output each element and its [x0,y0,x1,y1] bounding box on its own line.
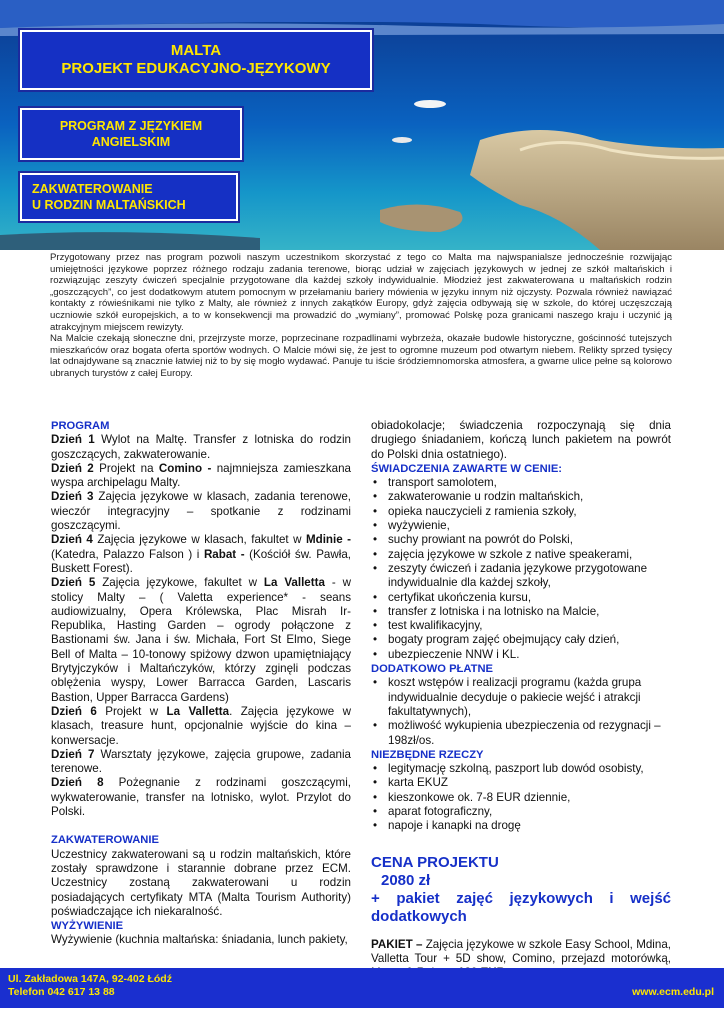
meals-text-start: Wyżywienie (kuchnia maltańska: śniadania, lunch pakiety, [51,933,348,947]
footer-address: Ul. Zakładowa 147A, 92-402 Łódź [8,973,172,985]
program-day-text: Wylot na Maltę. Transfer z lotniska do rodzin goszczących, zakwaterowanie. [51,433,351,461]
program-day-label: Dzień 2 [51,461,94,475]
footer-phone: Telefon 042 617 13 88 [8,986,115,998]
accommodation-banner [20,173,238,221]
program-day-text: Warsztaty językowe, zajęcia grupowe, zadania terenowe. [51,747,351,776]
program-day [51,462,351,491]
program-day-text: La Valletta [263,576,325,590]
program-day-text: Rabat - [203,547,245,561]
program-day-text: (Kościół św. Pawła, Buskett Forest). [51,547,351,575]
included-heading: ŚWIADCZENIA ZAWARTE W CENIE: [371,462,563,475]
extra-paid-list [371,676,671,747]
extra-paid-heading: DODATKOWO PŁATNE [371,663,494,676]
program-line-2: ANGIELSKIM [91,135,171,149]
program-day-text: Zajęcia językowe w klasach, fakultet w [92,533,306,547]
program-day [51,705,351,748]
right-column [371,419,671,981]
hero-photo [0,0,724,250]
program-day-text: - w stolicy Malty – ( Valetta experience* - seans audiowizualny, Opera Królewska, Plac Misrah Ir-Republika, Hasting Garden – ogrody połączone z Bastionami św. Jana i św. Michała, Fort St Elmo, Siege Bell of Malta – 10-tonowy spiżowy dzwon upamiętniający Brytyjczyków i Maltańczyków, którzy zginęli podczas oblężenia wyspy, Lower Barracca Garden, Lascaris Bastion, Upper Barracca Gardens) [51,576,351,704]
accommodation-text: Uczestnicy zakwaterowani są u rodzin maltańskich, które zostały sprawdzone i starannie dobrane przez ECM. Uczestnicy zostaną zakwaterowani u rodzin posiadających certyfikaty MTA (Malta Tourism Authority) poświadczające ich niekaralność. [51,847,351,918]
program-day-label: Dzień 6 [51,704,97,718]
intro-text [50,252,672,380]
list-item: • suchy prowiant na powrót do Polski, [371,533,671,547]
program-day-label: Dzień 7 [51,747,95,761]
title-banner [20,30,372,90]
program-day-label: Dzień 4 [51,533,93,547]
package-description: Zajęcia językowe w szkole Easy School, Mdina, Valletta Tour + 5D show, Comino, przejazd motorówką, [371,937,671,965]
program-days [51,433,351,819]
price-extra: + pakiet zajęć językowych i wejść dodatkowych [371,889,671,925]
program-day-text: Comino - [158,461,212,475]
program-day-label: Dzień 3 [51,490,94,504]
program-day-text: Pożegnanie z rodzinami goszczącymi, wykwaterowanie, transfer na lotnisko, wylot. Przylot do Polski. [51,776,352,819]
program-day [51,433,351,462]
intro-paragraph-2: Na Malcie czekają słoneczne dni, przejrzyste morze, poprzecinane rozpadlinami wybrzeża, okazałe budowle historyczne, gościnność tutejszych mieszkańców oraz bogata oferta sportów wodnych. O Malcie mówi się, że jest to ogromne muzeum pod otwartym niebem. Relikty sprzed tysięcy lat odnajdywane są znacznie łatwiej niż to by się mogło wydawać. Panuje tu iście śródziemnomorska atmosfera, a gwarne ulice pełne są kolorowo ubranych turystów z całej Europy. [50,333,672,379]
program-day-label: Dzień 5 [51,576,96,590]
program-day-text: (Katedra, Palazzo Falson ) i [51,547,204,561]
program-day [51,776,351,819]
necessary-list [371,762,671,833]
program-day-text: Projekt na [93,461,159,475]
list-item: • kieszonkowe ok. 7-8 EUR dziennie, [371,791,671,805]
list-item: • certyfikat ukończenia kursu, [371,591,671,605]
meals-text-continued: obiadokolacje; świadczenia rozpoczynają się dnia drugiego śniadaniem, kończą lunch pakietem na powrót do Polski dnia ostatniego). [371,419,671,461]
program-day-label: Dzień 1 [51,433,95,447]
intro-paragraph-1: Przygotowany przez nas program pozwoli naszym uczestnikom skorzystać z tego co Malta ma najwspanialsze jednocześnie rozwijając umiejętności językowe poprzez różnego rodzaju zadania terenowe, biorąc udział w zajęciach językowych w jednej ze szkół maltańskich i rozwiązując zeszyty ćwiczeń specjalnie przygotowane dla każdej szkoły indywidualnie. Młodzież jest zakwaterowana u maltańskich rodzin „goszczących”, co jest dodatkowym atutem pomocnym w przełamaniu bariery mówienia w języku innym niż ojczysty. Pozwala również nawiązać kontakty z rówieśnikami nie tylko z Malty, ale również z innych zakątków Europy, gdyż zajęcia odbywają się w szkole, do której uczęszczają uczniowie szkół europejskich, a to w konsekwencji ma prowadzić do „wymiany”, promować Polskę poza granicami naszego kraju i uczynić ją atrakcyjnym miejscem rewizyty. [50,252,672,333]
list-item: • koszt wstępów i realizacji programu (każda grupa indywidualnie decyduje o pakiecie wejść i atrakcji fakultatywnych), [371,676,671,719]
footer-bar [0,968,724,1008]
included-list [371,476,671,662]
program-heading: PROGRAM [51,420,110,432]
program-day-text: . Zajęcia językowe w klasach, treasure hunt, opcjonalnie wyjście do kina – konwersacje. [51,704,351,747]
list-item: • legitymację szkolną, paszport lub dowód osobisty, [371,762,671,776]
program-day-text: Zajęcia językowe w klasach, zadania terenowe, wieczór integracyjny – spotkanie z rodzinami goszczącymi. [51,490,351,533]
list-item: • test kwalifikacyjny, [371,619,671,633]
program-day-text: Projekt w [96,704,167,718]
list-item: • zajęcia językowe w szkole z native speakerami, [371,548,671,562]
list-item: • możliwość wykupienia ubezpieczenia od rezygnacji – 198zł/os. [371,719,671,748]
accommodation-line-1: ZAKWATEROWANIE [32,182,153,196]
program-day-text: La Valletta [166,704,230,718]
package-label: PAKIET – [371,937,423,951]
program-day [51,490,351,533]
left-column [51,419,351,948]
title-line-1: MALTA [170,42,222,59]
list-item: • opieka nauczycieli z ramienia szkoły, [371,505,671,519]
footer-contact [8,973,172,999]
necessary-heading: NIEZBĘDNE RZECZY [371,748,484,761]
list-item: • zeszyty ćwiczeń i zadania językowe przygotowane indywidualnie dla każdej szkoły, [371,562,671,591]
accommodation-heading: ZAKWATEROWANIE [51,834,159,847]
accommodation-line-2: U RODZIN MALTAŃSKICH [32,198,186,212]
price-block [371,854,671,926]
price-amount: 2080 zł [381,871,431,889]
program-day-text: najmniejsza zamieszkana wyspa archipelagu Malty. [51,461,351,490]
list-item: • zakwaterowanie u rodzin maltańskich, [371,490,671,504]
list-item: • transfer z lotniska i na lotnisko na Malcie, [371,605,671,619]
program-day-label: Dzień 8 [51,776,104,790]
list-item: • ubezpieczenie NNW i KL. [371,648,671,662]
program-line-1: PROGRAM Z JĘZYKIEM [59,119,203,133]
program-banner [20,108,242,160]
title-line-2: PROJEKT EDUKACYJNO-JĘZYKOWY [61,60,331,77]
program-day [51,748,351,777]
list-item: • transport samolotem, [371,476,671,490]
program-day [51,533,351,576]
meals-heading: WYŻYWIENIE [51,920,124,933]
program-day-text: Zajęcia językowe, fakultet w [95,576,264,590]
program-day-text: Mdinie - [305,533,352,547]
list-item: • wyżywienie, [371,519,671,533]
price-heading: CENA PROJEKTU [371,853,499,871]
list-item: • aparat fotograficzny, [371,805,671,819]
program-day [51,576,351,705]
list-item: • bogaty program zajęć obejmujący cały dzień, [371,633,671,647]
footer-website-link[interactable]: www.ecm.edu.pl [632,986,714,998]
list-item: • karta EKUZ [371,776,671,790]
list-item: • napoje i kanapki na drogę [371,819,671,833]
